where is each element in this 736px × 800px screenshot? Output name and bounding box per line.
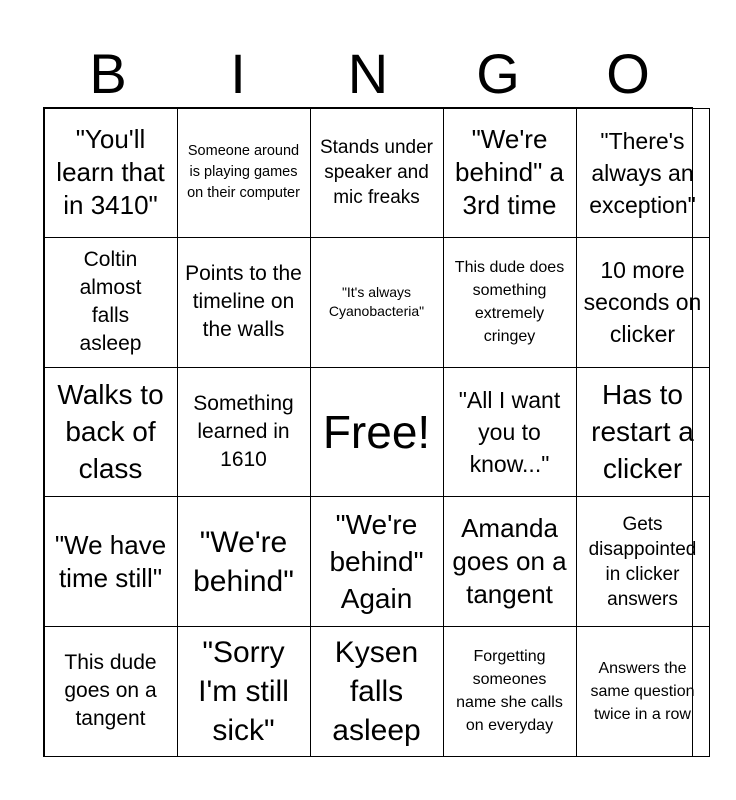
cell-text: "We have time still" xyxy=(54,529,167,593)
cell-text: "You'll learn that in 3410" xyxy=(56,124,165,221)
header-letter-o: O xyxy=(606,42,650,105)
bingo-cell[interactable] xyxy=(443,108,577,239)
cell-text: Something learned in 1610 xyxy=(193,391,294,471)
bingo-cell[interactable] xyxy=(576,626,710,757)
cell-text: This dude does something extremely cringey xyxy=(454,259,565,346)
bingo-cell[interactable] xyxy=(44,367,178,498)
cell-text: "Sorry I'm still sick" xyxy=(198,635,289,747)
header-letter-n: N xyxy=(347,42,389,105)
bingo-cell[interactable] xyxy=(576,496,710,627)
bingo-cell-free-space[interactable] xyxy=(310,367,444,498)
cell-text: Someone around is playing games on their computer xyxy=(187,143,300,202)
bingo-cell[interactable] xyxy=(44,626,178,757)
cell-text: Coltin almost falls asleep xyxy=(79,248,142,356)
cell-text: "All I want you to know..." xyxy=(458,386,561,477)
bingo-board xyxy=(43,107,702,757)
cell-text: "We're behind" xyxy=(193,525,294,598)
cell-text: Walks to back of class xyxy=(57,379,164,485)
bingo-cell[interactable] xyxy=(443,367,577,498)
header-letter-g: G xyxy=(476,42,520,105)
bingo-cell[interactable] xyxy=(310,626,444,757)
bingo-cell[interactable] xyxy=(177,367,311,498)
bingo-cell[interactable] xyxy=(177,496,311,627)
cell-text: Amanda goes on a tangent xyxy=(452,513,567,610)
bingo-cell[interactable] xyxy=(177,237,311,368)
cell-text: Stands under speaker and mic freaks xyxy=(319,137,434,209)
bingo-cell[interactable] xyxy=(576,237,710,368)
cell-text: 10 more seconds on clicker xyxy=(583,257,702,348)
cell-text: "There's always an exception" xyxy=(589,127,696,218)
cell-text: Kysen falls asleep xyxy=(332,635,421,747)
cell-text: Gets disappointed in clicker answers xyxy=(588,513,697,610)
cell-text: Has to restart a clicker xyxy=(591,379,694,485)
bingo-cell[interactable] xyxy=(44,496,178,627)
bingo-cell[interactable] xyxy=(443,237,577,368)
cell-text: "We're behind" Again xyxy=(329,509,424,615)
cell-text: Forgetting someones name she calls on everyday xyxy=(456,648,563,735)
cell-text: Answers the same question twice in a row xyxy=(590,659,695,723)
bingo-cell[interactable] xyxy=(44,108,178,239)
cell-text: "It's always Cyanobacteria" xyxy=(328,284,425,320)
bingo-header xyxy=(43,42,693,106)
bingo-cell[interactable] xyxy=(443,626,577,757)
header-letter-b: B xyxy=(89,42,127,105)
bingo-cell[interactable] xyxy=(310,237,444,368)
bingo-cell[interactable] xyxy=(310,496,444,627)
cell-text: "We're behind" a 3rd time xyxy=(455,124,564,221)
bingo-cell[interactable] xyxy=(177,108,311,239)
bingo-cell[interactable] xyxy=(576,367,710,498)
free-space-text: Free! xyxy=(322,405,431,458)
header-letter-i: I xyxy=(230,42,246,105)
bingo-cell[interactable] xyxy=(576,108,710,239)
cell-text: This dude goes on a tangent xyxy=(64,651,157,731)
bingo-cell[interactable] xyxy=(177,626,311,757)
cell-text: Points to the timeline on the walls xyxy=(185,262,302,342)
bingo-cell[interactable] xyxy=(44,237,178,368)
bingo-cell[interactable] xyxy=(310,108,444,239)
bingo-cell[interactable] xyxy=(443,496,577,627)
